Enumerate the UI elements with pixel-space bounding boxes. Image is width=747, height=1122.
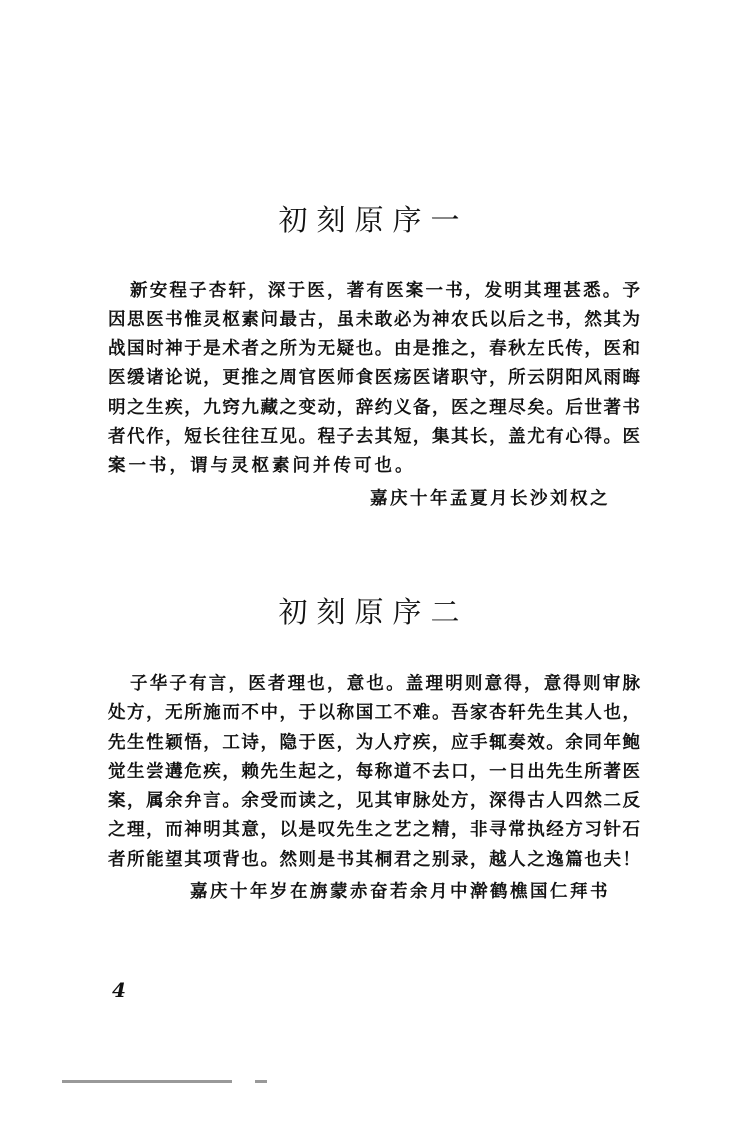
preface-2-line: 者所能望其项背也。然则是书其桐君之别录，越人之逸篇也夫！ [108,850,640,870]
preface-1-signature: 嘉庆十年孟夏月长沙刘权之 [370,489,610,509]
preface-1-line: 因思医书惟灵枢素问最古，虽未敢必为神农氏以后之书，然其为 [108,310,640,330]
preface-2-signature: 嘉庆十年岁在旃蒙赤奋若余月中澣鹤樵国仁拜书 [190,882,610,902]
preface-1-line: 医缓诸论说，更推之周官医师食医疡医诸职守，所云阴阳风雨晦 [108,368,640,388]
preface-1-line: 战国时神于是术者之所为无疑也。由是推之，春秋左氏传，医和 [108,339,640,359]
preface-2-line: 案，属余弁言。余受而读之，见其审脉处方，深得古人四然二反 [108,791,640,811]
scan-artifact [255,1080,267,1083]
page-number: 4 [112,978,126,1002]
preface-1-line: 案一书，谓与灵枢素问并传可也。 [108,456,416,476]
preface-2-line: 觉生尝遘危疾，赖先生起之，每称道不去口，一日出先生所著医 [108,762,640,782]
preface-1-line: 新安程子杏轩，深于医，著有医案一书，发明其理甚悉。予 [130,281,640,301]
preface-2-line: 子华子有言，医者理也，意也。盖理明则意得，意得则审脉 [130,674,640,694]
scan-artifact [62,1080,232,1083]
preface-2-line: 处方，无所施而不中，于以称国工不难。吾家杏轩先生其人也， [108,703,640,723]
preface-2-line: 先生性颖悟，工诗，隐于医，为人疗疾，应手辄奏效。余同年鲍 [108,733,640,753]
preface-1-line: 明之生疾，九窍九藏之变动，辞约义备，医之理尽矣。后世著书 [108,398,640,418]
preface-1-line: 者代作，短长往往互见。程子去其短，集其长，盖尤有心得。医 [108,427,640,447]
preface-2-line: 之理，而神明其意，以是叹先生之艺之精，非寻常执经方习针石 [108,820,640,840]
preface-1-title: 初刻原序一 [278,203,469,237]
preface-2-title: 初刻原序二 [278,595,469,629]
